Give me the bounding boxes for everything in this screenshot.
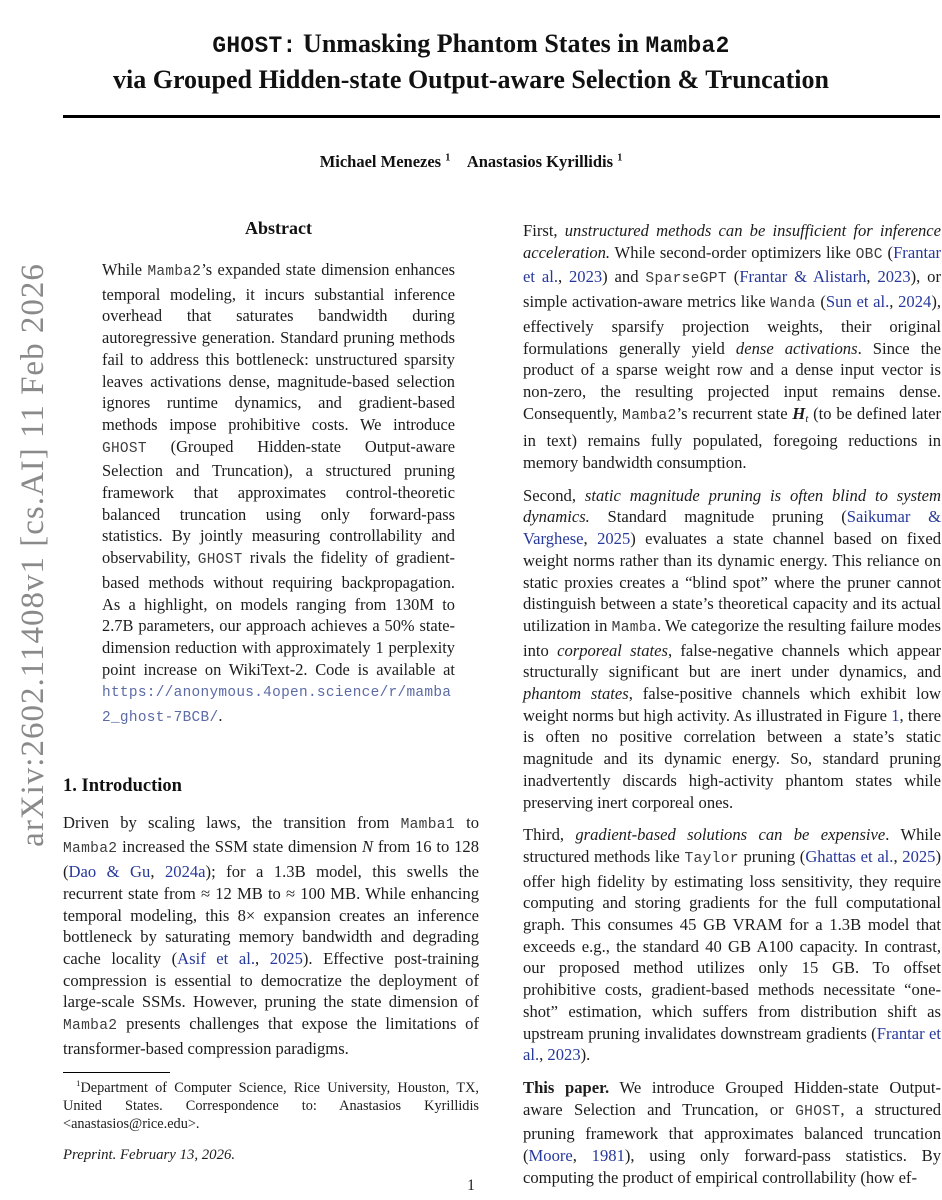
text-segment: gradient-based solutions can be expensive [575, 825, 886, 845]
body-paragraph-this-paper [523, 1077, 941, 1189]
citation-link[interactable]: 2025 [902, 846, 936, 866]
text-segment: Department of Computer Science, Rice University, Houston, TX, United States. Correspondence to: Anastasios Kyrillidis <anastasios@rice.edu>. [63, 1079, 479, 1132]
text-segment: We introduce Grouped Hidden-state Output-aware Selection and Truncation, or [523, 1077, 941, 1119]
text-segment: ’s recurrent state [676, 403, 793, 423]
body-paragraph-second [523, 485, 941, 814]
text-segment: pruning ( [738, 846, 806, 866]
citation-link[interactable]: Asif et al. [177, 948, 255, 968]
text-segment [450, 152, 467, 171]
left-column [63, 216, 479, 1164]
text-segment: ) and [602, 267, 646, 287]
text-segment: While second-order optimizers like [610, 242, 856, 262]
citation-link[interactable]: 2024a [164, 862, 206, 882]
text-segment: This paper. [523, 1077, 610, 1097]
text-segment: ( [882, 242, 894, 262]
text-segment: 1 [617, 152, 623, 164]
abstract-body [102, 259, 455, 730]
text-segment: , [254, 948, 270, 968]
citation-link[interactable]: Frantar & Alistarh [739, 267, 867, 287]
citation-link[interactable]: 2023 [568, 267, 603, 287]
text-segment: , [866, 267, 878, 287]
abstract-heading: Abstract [245, 218, 312, 238]
text-segment: Mamba2 [63, 841, 118, 858]
text-segment: Mamba2 [147, 264, 202, 280]
text-segment: Mamba2 [645, 33, 730, 59]
text-segment: , false-negative channels which appear structurally significant but are inert under dynamics, and [523, 640, 942, 682]
text-segment: Mamba2 [63, 1018, 118, 1035]
text-segment: ( [726, 267, 740, 287]
text-segment: , [150, 862, 165, 882]
citation-link[interactable]: 1981 [591, 1146, 625, 1166]
right-column [523, 216, 941, 1200]
text-segment: GHOST [795, 1103, 841, 1120]
text-segment: to [454, 812, 479, 832]
text-segment: Second, [523, 485, 585, 505]
text-segment: While [102, 260, 148, 279]
citation-link[interactable]: 2025 [597, 529, 631, 549]
text-segment: GHOST [197, 552, 243, 569]
text-segment: increased the SSM state dimension [117, 837, 362, 857]
citation-link[interactable]: 2025 [269, 948, 303, 968]
text-segment: Unmasking Phantom States in [296, 29, 646, 58]
text-segment: ). Effective post-training compression is essential to democratize the deployment of large-scale SSMs. However, pruning the state dimension of [63, 948, 479, 1012]
text-segment: ); for a 1.3B model, this swells the recurrent state from ≈ 12 MB to ≈ 100 MB. While enhancing temporal modeling, this 8× expansion creates an inference bottleneck by saturating memory bandwidth and degrading cache locality ( [63, 862, 479, 968]
section-heading-introduction: 1. Introduction [63, 775, 182, 796]
text-segment: ) evaluates a state channel based on fixed weight norms rather than its dynamic energy. This reliance on static proxies creates a “blind spot” where the pruner cannot distinguish between a state’s theoretical capacity and its actual utilization in [523, 529, 942, 635]
text-segment: Michael Menezes [319, 152, 446, 171]
citation-link[interactable]: Dao & Gu [68, 862, 151, 882]
text-segment: from 16 to 128 ( [63, 837, 479, 882]
text-segment: , [583, 529, 598, 549]
title-rule [63, 115, 940, 118]
citation-link[interactable]: Sun et al. [825, 292, 890, 312]
text-segment: Wanda [770, 296, 816, 313]
text-segment: t [805, 413, 809, 425]
citation-link[interactable]: Moore [528, 1146, 573, 1166]
text-segment: 1 [445, 152, 451, 164]
text-segment: H [792, 403, 806, 423]
text-segment: dense activations [735, 338, 858, 358]
text-segment: ), effectively sparsify projection weights, their original formulations generally yield [523, 292, 941, 358]
text-segment: unstructured methods can be insufficient for inference acceleration. [523, 221, 941, 262]
text-segment: , [557, 267, 569, 287]
text-segment: , [889, 292, 899, 312]
citation-link[interactable]: Frantar et al. [523, 242, 941, 287]
text-segment: ), using only forward-pass statistics. By computing the product of empirical controllability (how ef- [523, 1146, 941, 1187]
intro-paragraph [63, 812, 479, 1060]
text-segment: Anastasios Kyrillidis [466, 152, 618, 171]
text-segment: ) offer high fidelity by estimating loss sensitivity, they require computing and storing gradients for the full computational graph. This consumes 45 GB VRAM for a 1.3B model that exceeds e.g., the standard 40 GB A100 capacity. In contrast, our proposed method utilizes only 15 GB. To offset prohibitive costs, gradient-based methods necessitate “one-shot” estimation, which suffers from distribution shift as upstream pruning invalidates downstream gradients ( [523, 846, 941, 1043]
text-segment: , [539, 1045, 548, 1065]
text-segment: , [572, 1146, 592, 1166]
text-segment: Driven by scaling laws, the transition from [63, 812, 401, 832]
text-segment: GHOST [102, 440, 147, 457]
paper-title-line-1 [0, 27, 942, 63]
citation-link[interactable]: 1 [891, 705, 900, 725]
text-segment: presents challenges that expose the limitations of transformer-based compression paradigms. [63, 1014, 479, 1058]
url-link[interactable]: https://anonymous.4open.science/r/mamba2_ghost-7BCB/ [102, 685, 452, 727]
text-segment: , there is often no positive correlation between a state’s static magnitude and its dynamic energy. So, standard pruning inadvertently discards high-activity phantom states while preserving inert corporeal ones. [523, 705, 942, 812]
text-segment: . [218, 706, 223, 726]
text-segment: . We categorize the resulting failure modes into [523, 615, 941, 660]
text-segment: Mamba2 [622, 407, 677, 424]
text-segment: phantom states [523, 684, 629, 704]
text-segment: SparseGPT [645, 271, 727, 288]
text-segment: , [893, 846, 903, 866]
arxiv-watermark: arXiv:2602.11408v1 [cs.AI] 11 Feb 2026 [15, 263, 51, 847]
citation-link[interactable]: Ghattas et al. [805, 846, 894, 866]
text-segment: OBC [855, 246, 883, 263]
text-segment: N [361, 837, 374, 857]
citation-link[interactable]: 2023 [877, 267, 911, 287]
footnote-block [63, 1072, 479, 1134]
body-paragraph-first [523, 220, 941, 474]
text-segment: ( [815, 292, 826, 312]
text-segment: ), or simple activation-aware metrics like [523, 267, 941, 312]
citation-link[interactable]: 2023 [547, 1045, 581, 1065]
paper-title [0, 27, 942, 96]
text-segment: ’s expanded state dimension enhances temporal modeling, it incurs substantial inference overhead that saturates bandwidth during autoregressive generation. Standard pruning methods fail to address this bottleneck: unstructured sparsity leaves activations dense, magnitude-based selection ignores runtime dynamics, and gradient-based methods impose prohibitive costs. We introduce [102, 260, 455, 434]
text-segment: static magnitude pruning is often blind to system dynamics. [523, 485, 941, 527]
citation-link[interactable]: 2024 [898, 292, 932, 312]
citation-link[interactable]: Saikumar & Varghese [523, 507, 941, 549]
paper-title-line-2: via Grouped Hidden-state Output-aware Selection & Truncation [113, 65, 829, 94]
text-segment: (to be defined later in text) remains fully populated, foregoing reductions in memory bandwidth consumption. [523, 403, 941, 472]
text-segment: Standard magnitude pruning ( [589, 507, 847, 527]
text-segment: . While structured methods like [523, 825, 941, 866]
authors-line [0, 152, 942, 172]
text-segment: Mamba [611, 619, 657, 636]
text-segment: Third, [523, 825, 576, 845]
page-number: 1 [467, 1177, 475, 1194]
text-segment: . Since the product of a sparse weight row and a dense input vector is non-zero, the resulting projected input remains dense. Consequently, [523, 338, 941, 423]
footnote-text [63, 1079, 479, 1134]
text-segment: ). [580, 1045, 591, 1065]
text-segment: 1 [76, 1077, 81, 1088]
footnote-rule [63, 1072, 170, 1073]
text-segment: rivals the fidelity of gradient-based methods without requiring backpropagation. As a highlight, on models ranging from 130M to 2.7B parameters, our approach achieves a 50% state-dimension reduction with approximately 1 perplexity point increase on WikiText-2. Code is available at [102, 548, 455, 679]
text-segment: corporeal states [557, 640, 668, 660]
citation-link[interactable]: Frantar et al. [523, 1023, 941, 1065]
text-segment: First, [523, 221, 565, 240]
text-segment: , a structured pruning framework that approximates balanced truncation ( [523, 1099, 941, 1166]
text-segment: (Grouped Hidden-state Output-aware Selection and Truncation), a structured pruning framework that approximates control-theoretic balanced truncation using only forward-pass statistics. By jointly measuring controllability and observability, [102, 436, 455, 568]
preprint-note: Preprint. February 13, 2026. [63, 1147, 236, 1164]
text-segment: Mamba1 [400, 816, 455, 833]
text-segment: GHOST: [212, 33, 297, 59]
text-segment: , false-positive channels which exhibit low weight norms but high activity. As illustrated in Figure [523, 684, 941, 725]
text-segment: Taylor [684, 850, 739, 867]
body-paragraph-third [523, 824, 941, 1066]
